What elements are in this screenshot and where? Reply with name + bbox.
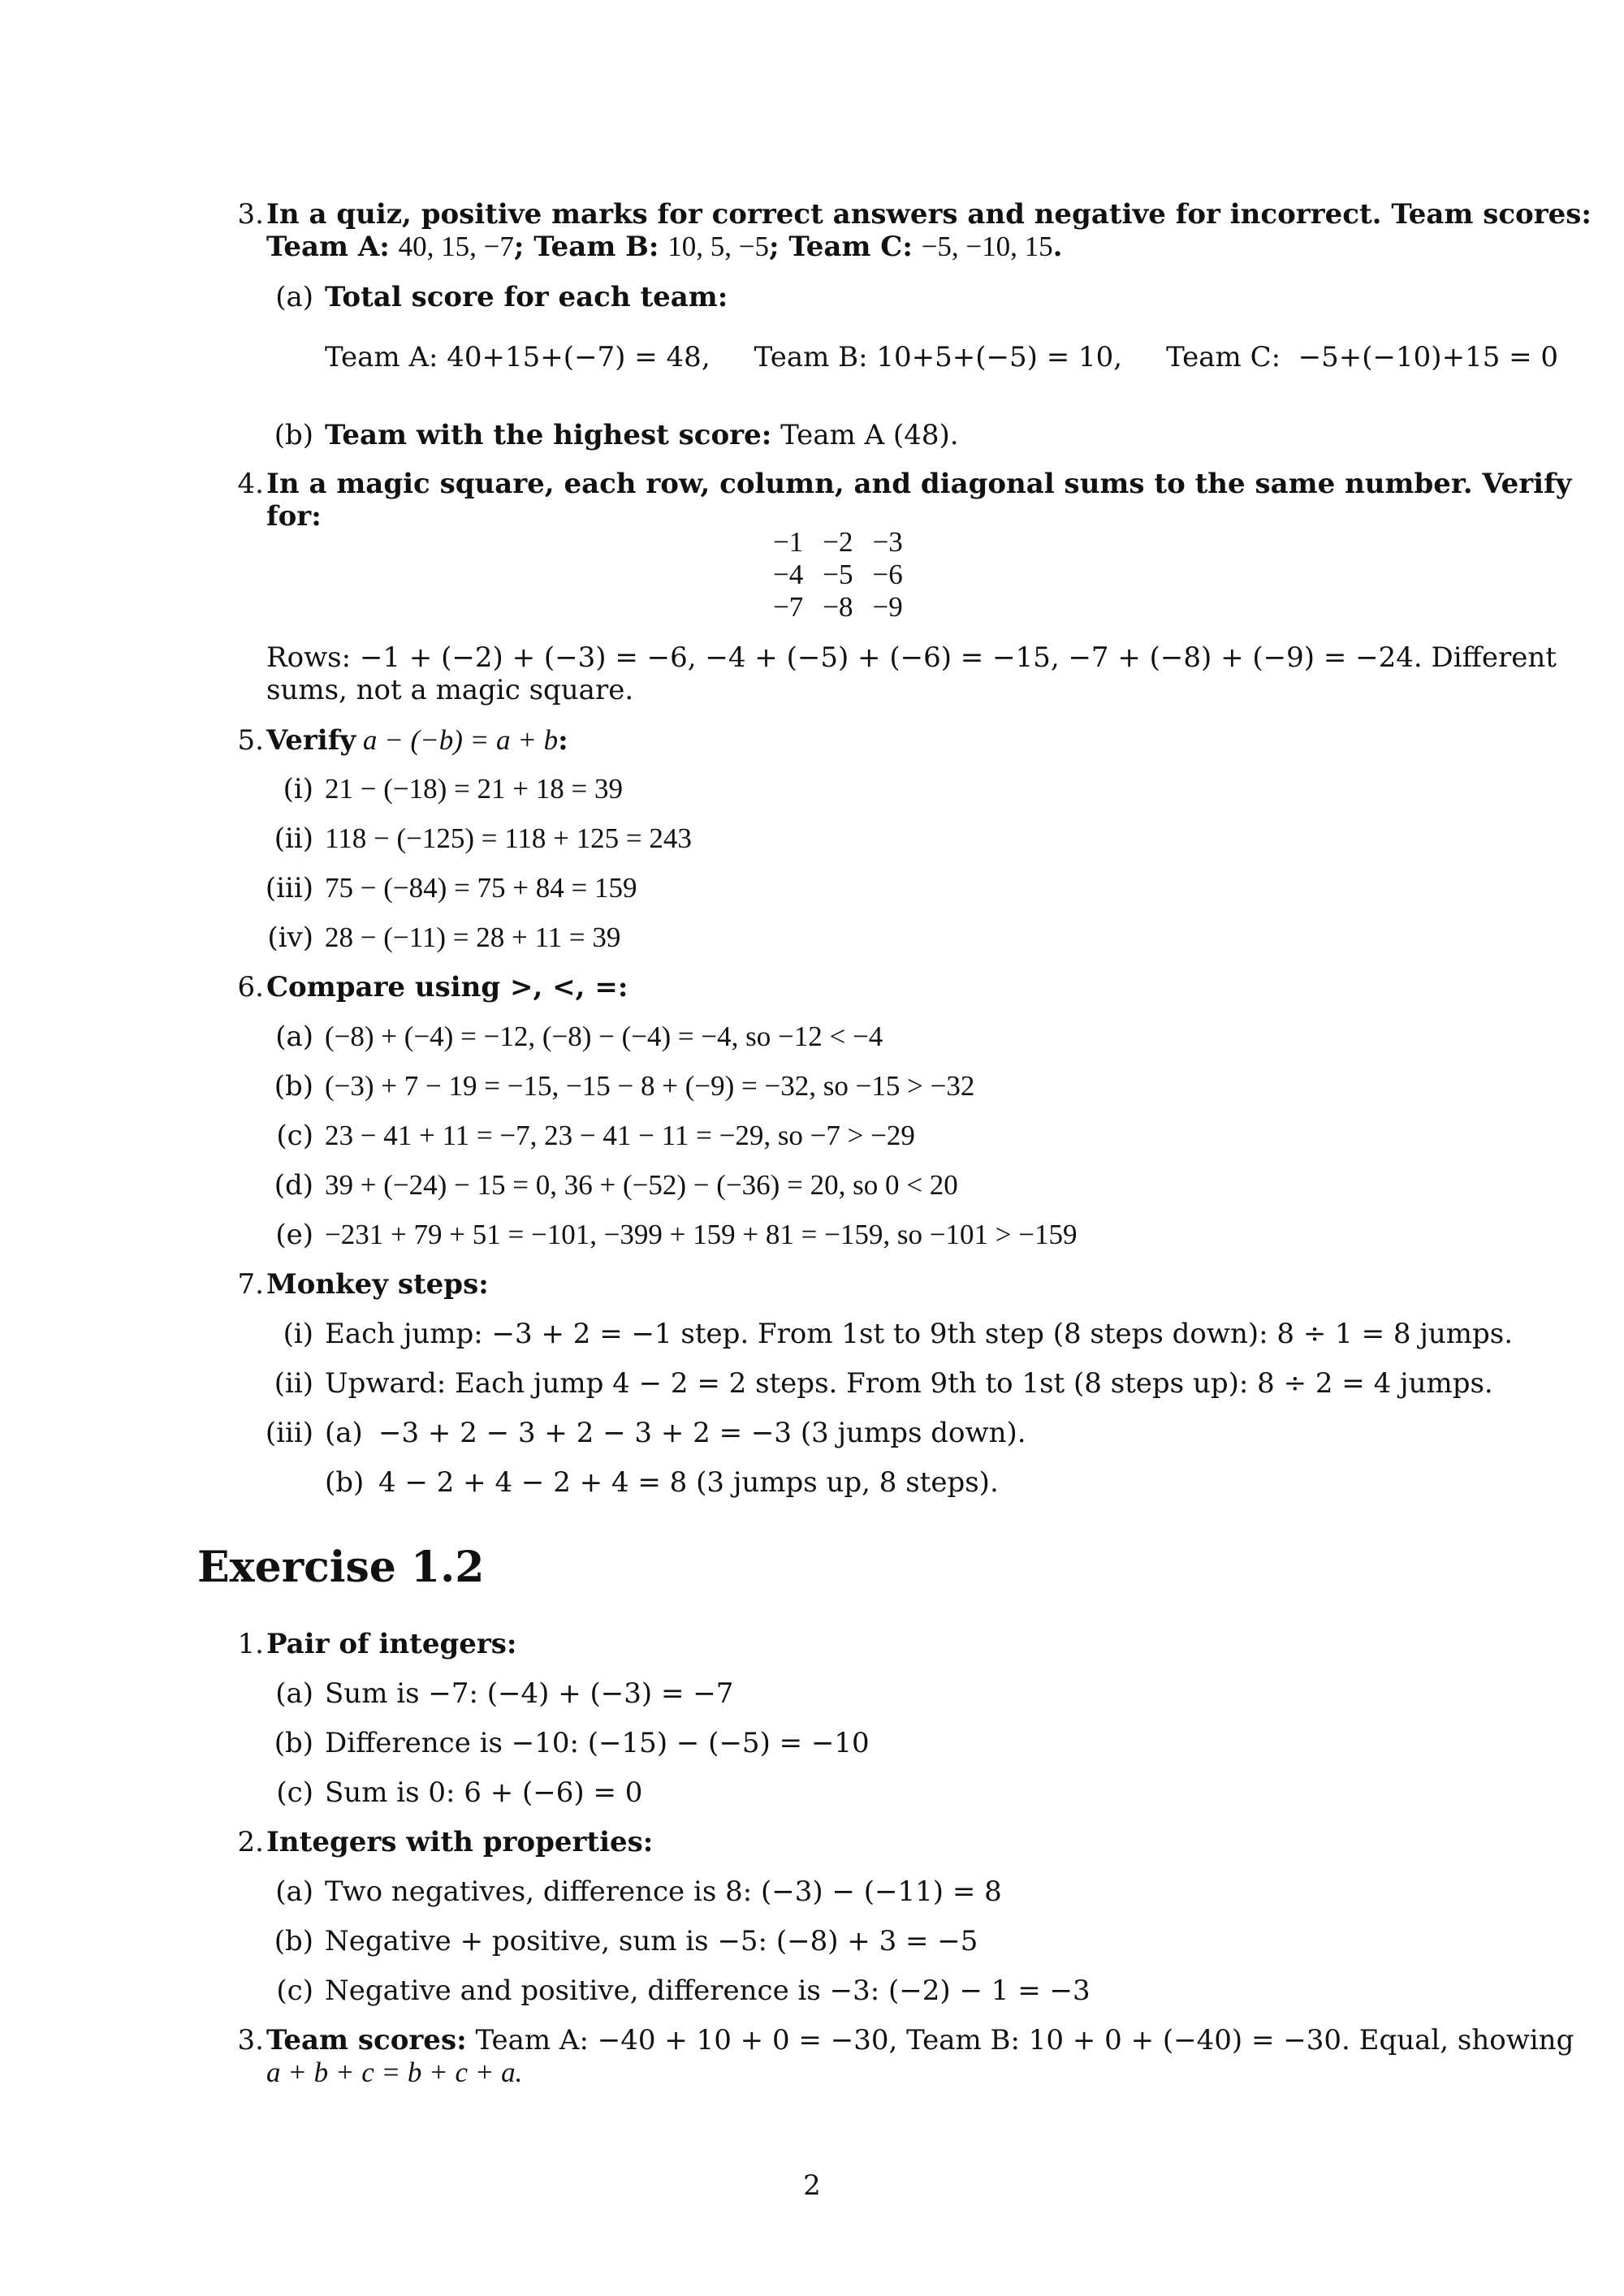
q3-b-title: Team with the highest score:	[325, 419, 772, 451]
q6-item-label: (d)	[274, 1169, 313, 1202]
q4-line1: In a magic square, each row, column, and diagonal sums to the same number. Verify	[266, 468, 1572, 500]
q5-number: 5.	[237, 724, 264, 757]
q7-i-text: Each jump: −3 + 2 = −1 step. From 1st to 9th step (8 steps down): 8 ÷ 1 = 8 jumps.	[325, 1318, 1514, 1350]
ex-q2-item-label: (b)	[274, 1925, 313, 1957]
q3-number: 3.	[237, 198, 264, 231]
ex-q2-number: 2.	[237, 1826, 264, 1858]
q5-item-text: 28 − (−11) = 28 + 11 = 39	[325, 921, 621, 953]
ex-q3-line2: a + b + c = b + c + a.	[266, 2056, 523, 2088]
grid-cell: −8	[823, 591, 853, 623]
q3-end: .	[1052, 231, 1063, 263]
q7-iii-b-text: 4 − 2 + 4 − 2 + 4 = 8 (3 jumps up, 8 steps).	[378, 1466, 999, 1499]
q3-a-totals: Team A: 40+15+(−7) = 48, Team B: 10+5+(−5) = 10, Team C: −5+(−10)+15 = 0	[325, 341, 1559, 373]
ex-q1-title: Pair of integers:	[266, 1628, 517, 1660]
grid-cell: −7	[773, 591, 804, 623]
ex-q3-text: Team A: −40 + 10 + 0 = −30, Team B: 10 + 0 + (−40) = −30. Equal, showing	[466, 2024, 1574, 2056]
q5-item-label: (iii)	[265, 872, 313, 904]
q5-item-text: 118 − (−125) = 118 + 125 = 243	[325, 822, 692, 854]
q5-item-label: (ii)	[274, 822, 313, 855]
q6-item-label: (e)	[275, 1219, 313, 1251]
grid-row	[763, 526, 913, 559]
grid-cell: −4	[773, 559, 804, 590]
ex-q3-title: Team scores:	[266, 2024, 467, 2056]
q6-title: Compare using >, <, =:	[266, 971, 628, 1003]
q6-number: 6.	[237, 971, 264, 1003]
q3-b-answer: Team A (48).	[771, 419, 959, 451]
q3-teamC-label: ; Team C:	[769, 231, 913, 263]
ex-q2-item-text: Negative and positive, difference is −3: (−2) − 1 = −3	[325, 1974, 1091, 2007]
q4-rows-line2: sums, not a magic square.	[266, 674, 634, 706]
q3-teamB-scores: 10, 5, −5	[667, 231, 769, 262]
q6-item-label: (a)	[275, 1021, 313, 1053]
q6-item-text: (−8) + (−4) = −12, (−8) − (−4) = −4, so −12 < −4	[325, 1021, 883, 1052]
page-number: 2	[803, 2169, 821, 2202]
q3-teamC-scores: −5, −10, 15	[921, 231, 1053, 262]
q6-item-label: (c)	[276, 1120, 313, 1152]
q3-a-title: Total score for each team:	[325, 281, 728, 313]
grid-cell: −3	[872, 526, 903, 558]
q6-item-text: −231 + 79 + 51 = −101, −399 + 159 + 81 = −159, so −101 > −159	[325, 1219, 1078, 1250]
q5-formula: a − (−b) = a + b	[356, 724, 559, 756]
ex-q1-item-text: Sum is −7: (−4) + (−3) = −7	[325, 1677, 734, 1710]
grid-cell: −2	[823, 526, 853, 558]
ex-q3-line1	[266, 2024, 1574, 2056]
q3-teamA-label: Team A:	[266, 231, 390, 263]
q4-number: 4.	[237, 468, 264, 500]
q6-item-label: (b)	[274, 1070, 313, 1103]
ex-q1-item-label: (c)	[276, 1776, 313, 1809]
q5-item-label: (iv)	[267, 921, 313, 954]
q3-teamB-label: ; Team B:	[513, 231, 659, 263]
q5-title-line	[266, 724, 568, 757]
q6-item-text: 39 + (−24) − 15 = 0, 36 + (−52) − (−36) = 20, so 0 < 20	[325, 1169, 958, 1201]
q5-item-label: (i)	[283, 773, 313, 805]
q7-i-label: (i)	[283, 1318, 313, 1350]
grid-cell: −9	[872, 591, 903, 623]
q7-number: 7.	[237, 1268, 264, 1301]
q7-iii-b-label: (b)	[325, 1466, 365, 1499]
ex-q1-number: 1.	[237, 1628, 264, 1660]
ex-q1-item-label: (a)	[275, 1677, 313, 1710]
q5-title: Verify	[266, 724, 356, 757]
q5-colon: :	[558, 724, 568, 757]
grid-cell: −1	[773, 526, 804, 558]
section-heading: Exercise 1.2	[197, 1543, 485, 1592]
q7-iii-a-text: −3 + 2 − 3 + 2 − 3 + 2 = −3 (3 jumps down).	[378, 1417, 1026, 1449]
q3-b-line	[325, 419, 959, 451]
grid-cell: −5	[823, 559, 853, 590]
grid-row	[763, 559, 913, 591]
ex-q1-item-text: Sum is 0: 6 + (−6) = 0	[325, 1776, 643, 1809]
grid-cell: −6	[872, 559, 903, 590]
q3-a-label: (a)	[275, 281, 313, 313]
q5-item-text: 75 − (−84) = 75 + 84 = 159	[325, 872, 637, 904]
magic-square-grid	[763, 526, 913, 624]
ex-q2-item-label: (c)	[276, 1974, 313, 2007]
q6-item-text: 23 − 41 + 11 = −7, 23 − 41 − 11 = −29, so −7 > −29	[325, 1120, 915, 1151]
q5-item-text: 21 − (−18) = 21 + 18 = 39	[325, 773, 624, 805]
q3-teamA-scores: 40, 15, −7	[398, 231, 514, 262]
q6-item-text: (−3) + 7 − 19 = −15, −15 − 8 + (−9) = −32, so −15 > −32	[325, 1070, 975, 1102]
q7-iii-a-label: (a)	[325, 1417, 363, 1449]
grid-row	[763, 591, 913, 624]
ex-q2-item-text: Negative + positive, sum is −5: (−8) + 3 = −5	[325, 1925, 978, 1957]
q7-iii-label: (iii)	[265, 1417, 313, 1449]
ex-q1-item-text: Difference is −10: (−15) − (−5) = −10	[325, 1727, 870, 1759]
q4-rows-line1: Rows: −1 + (−2) + (−3) = −6, −4 + (−5) + (−6) = −15, −7 + (−8) + (−9) = −24. Different	[266, 641, 1557, 674]
q4-line2: for:	[266, 500, 322, 533]
q3-line1: In a quiz, positive marks for correct answers and negative for incorrect. Team scores:	[266, 198, 1592, 231]
ex-q2-title: Integers with properties:	[266, 1826, 654, 1858]
q3-b-label: (b)	[274, 419, 313, 451]
q3-line2	[266, 231, 1063, 263]
ex-q3-number: 3.	[237, 2024, 264, 2056]
ex-q2-item-text: Two negatives, difference is 8: (−3) − (−11) = 8	[325, 1875, 1002, 1908]
q7-ii-text: Upward: Each jump 4 − 2 = 2 steps. From 9th to 1st (8 steps up): 8 ÷ 2 = 4 jumps.	[325, 1367, 1493, 1400]
ex-q2-item-label: (a)	[275, 1875, 313, 1908]
q7-title: Monkey steps:	[266, 1268, 489, 1301]
q7-ii-label: (ii)	[274, 1367, 313, 1400]
ex-q1-item-label: (b)	[274, 1727, 313, 1759]
